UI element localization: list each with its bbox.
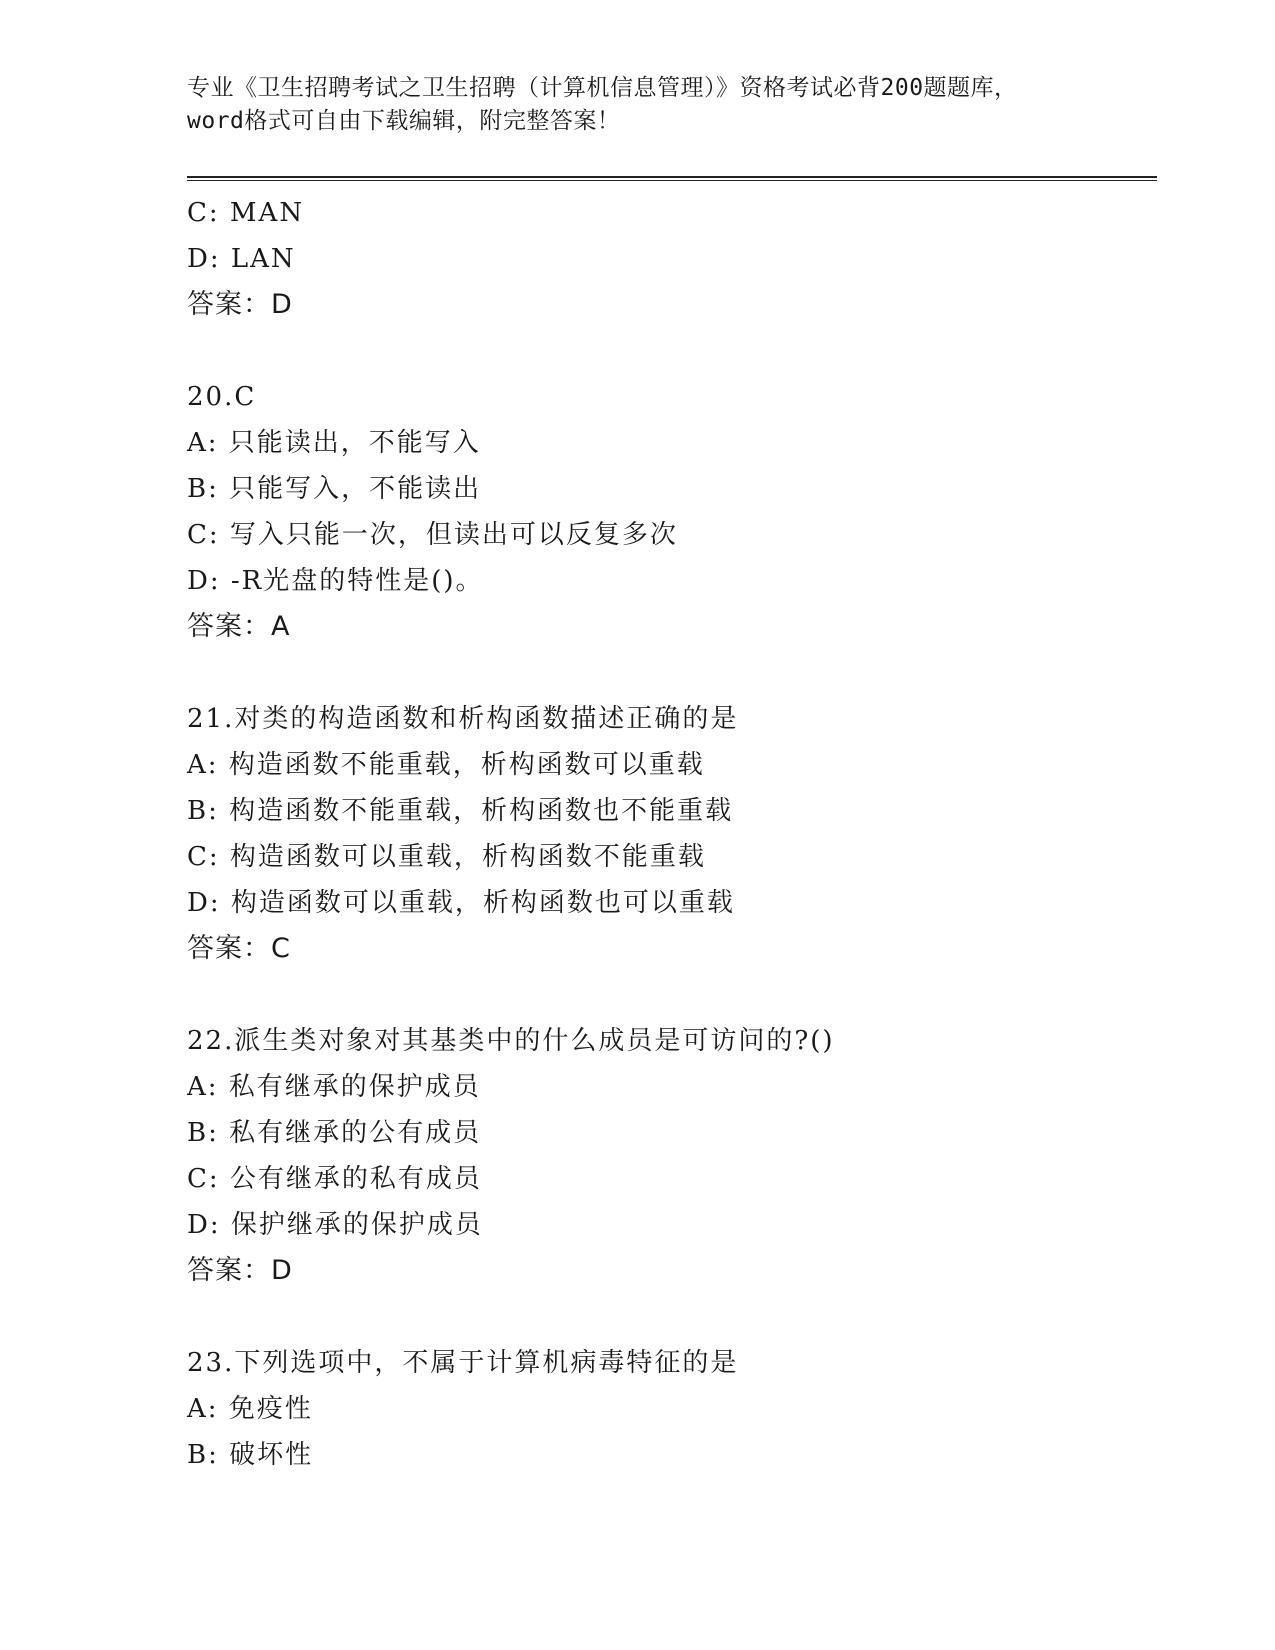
option-b: B: 只能写入，不能读出 <box>187 474 482 504</box>
question-title: 23.下列选项中，不属于计算机病毒特征的是 <box>187 1348 739 1378</box>
answer: 答案：D <box>187 1255 293 1286</box>
option-a: A: 构造函数不能重载，析构函数可以重载 <box>187 750 705 780</box>
option-c: C: 构造函数可以重载，析构函数不能重载 <box>187 842 706 872</box>
question-21 <box>187 696 1157 972</box>
option-d: D: 构造函数可以重载，析构函数也可以重载 <box>187 888 735 918</box>
option-a: A: 私有继承的保护成员 <box>187 1072 481 1102</box>
option-a: A: 免疫性 <box>187 1394 313 1424</box>
question-20 <box>187 374 1157 650</box>
option-d: D: 保护继承的保护成员 <box>187 1210 483 1240</box>
document-header <box>187 72 1087 138</box>
answer: 答案：D <box>187 289 293 320</box>
option-c: C: MAN <box>187 198 305 228</box>
option-d: D: LAN <box>187 244 296 274</box>
question-title: 22.派生类对象对其基类中的什么成员是可访问的?() <box>187 1026 835 1056</box>
spacer <box>187 650 1157 696</box>
spacer <box>187 328 1157 374</box>
question-list <box>187 190 1157 1478</box>
option-b: B: 破坏性 <box>187 1440 314 1470</box>
question-title: 21.对类的构造函数和析构函数描述正确的是 <box>187 704 739 734</box>
question-23 <box>187 1340 1157 1478</box>
option-b: B: 私有继承的公有成员 <box>187 1118 482 1148</box>
question-22 <box>187 1018 1157 1294</box>
header-title-line-2: word格式可自由下载编辑，附完整答案！ <box>187 108 621 134</box>
answer: 答案：C <box>187 933 291 964</box>
answer: 答案：A <box>187 611 291 642</box>
question-fragment <box>187 190 1157 328</box>
option-c: C: 写入只能一次，但读出可以反复多次 <box>187 520 678 550</box>
option-b: B: 构造函数不能重载，析构函数也不能重载 <box>187 796 734 826</box>
option-c: C: 公有继承的私有成员 <box>187 1164 482 1194</box>
spacer <box>187 972 1157 1018</box>
option-a: A: 只能读出，不能写入 <box>187 428 481 458</box>
question-title: 20.C <box>187 382 257 412</box>
spacer <box>187 1294 1157 1340</box>
header-title-line-1: 专业《卫生招聘考试之卫生招聘（计算机信息管理）》资格考试必背200题题库， <box>187 75 1018 101</box>
option-d: D: -R光盘的特性是()。 <box>187 566 484 596</box>
header-divider <box>187 176 1157 181</box>
